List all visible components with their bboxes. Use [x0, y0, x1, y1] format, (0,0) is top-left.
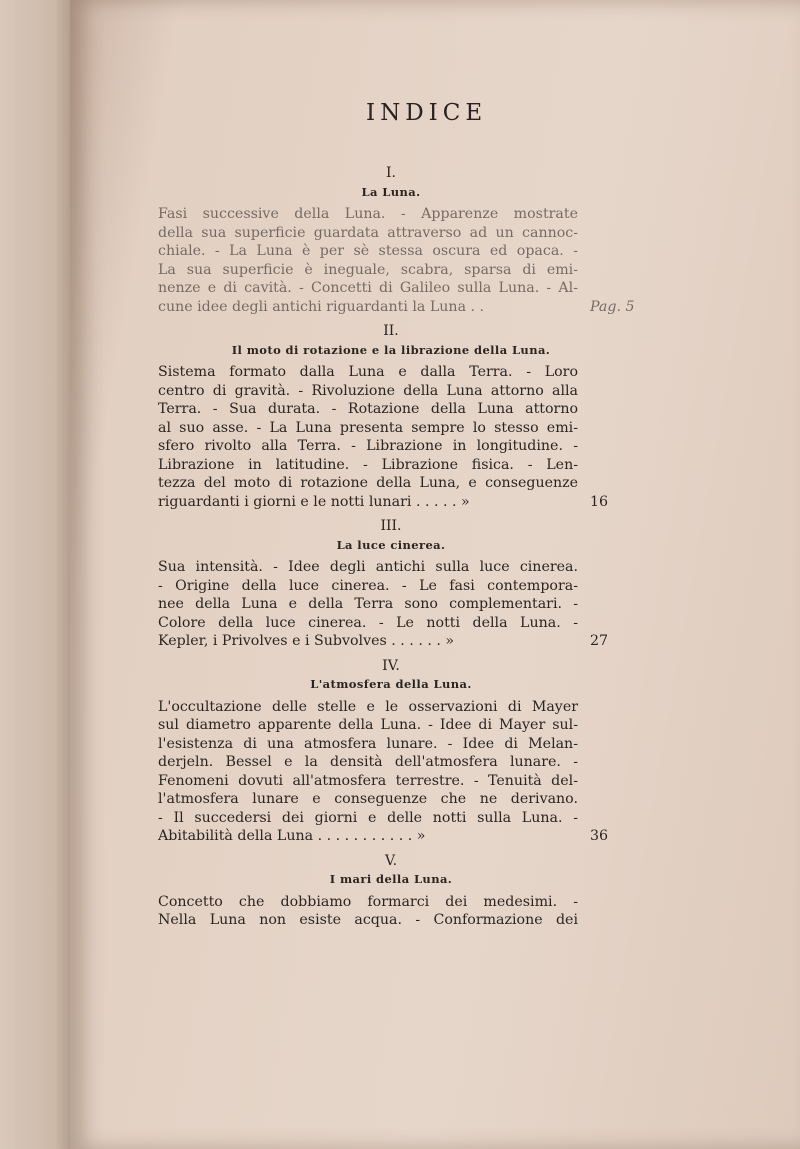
summary-text: La sua superficie è ineguale, scabra, sparsa di emi-	[158, 261, 578, 278]
chapter-title: L'atmosfera della Luna.	[310, 677, 472, 691]
summary-line	[158, 893, 578, 912]
summary-line	[158, 772, 578, 791]
summary-line	[158, 400, 578, 419]
summary-line	[158, 363, 578, 382]
summary-text: sul diametro apparente della Luna. - Idee di Mayer sul-	[158, 717, 578, 733]
summary-line	[158, 790, 578, 809]
summary-text: Fasi successive della Luna. - Apparenze mostrate	[158, 206, 578, 222]
page-number: 27	[590, 633, 609, 649]
chapter-entry	[158, 322, 624, 511]
summary-line	[158, 827, 609, 846]
summary-text: Abitabilità della Luna . . . . . . . . . . . »	[158, 828, 426, 844]
summary-text: l'esistenza di una atmosfera lunare. - Idee di Melan-	[158, 735, 578, 752]
summary-line	[158, 493, 609, 512]
summary-text: Terra. - Sua durata. - Rotazione della Luna attorno	[158, 401, 578, 417]
summary-line	[158, 419, 578, 438]
summary-text: Librazione in latitudine. - Librazione fisica. - Len-	[158, 456, 578, 473]
summary-text: chiale. - La Luna è per sè stessa oscura ed opaca. -	[158, 243, 578, 259]
page-number: 36	[590, 828, 609, 844]
summary-line	[158, 735, 578, 754]
chapter-number: IV.	[382, 657, 400, 674]
chapter-title: La luce cinerea.	[336, 537, 446, 552]
summary-line	[158, 753, 578, 772]
summary-line	[158, 261, 578, 280]
summary-line	[158, 809, 578, 828]
summary-line	[158, 614, 578, 633]
summary-text: nenze e di cavità. - Concetti di Galileo sulla Luna. - Al-	[158, 280, 578, 296]
summary-text: Fenomeni dovuti all'atmosfera terrestre. - Tenuità del-	[158, 772, 578, 789]
summary-line	[158, 242, 578, 261]
summary-line	[158, 298, 635, 317]
page-number: Pag. 5	[590, 298, 635, 315]
summary-text: derjeln. Bessel e la densità dell'atmosfera lunare. -	[158, 754, 578, 770]
chapter-title: La Luna.	[361, 184, 421, 199]
summary-text: tezza del moto di rotazione della Luna, e conseguenze	[158, 475, 578, 491]
summary-line	[158, 595, 578, 614]
summary-text: Colore della luce cinerea. - Le notti della Luna. -	[158, 614, 578, 631]
chapter-entry	[158, 852, 624, 930]
summary-text: l'atmosfera lunare e conseguenze che ne derivano.	[158, 791, 578, 807]
facing-page-edge	[0, 0, 78, 1149]
summary-line	[158, 698, 578, 717]
page-title: INDICE	[366, 100, 488, 126]
summary-text: sfero rivolto alla Terra. - Librazione in longitudine. -	[158, 438, 578, 454]
summary-text: - Il succedersi dei giorni e delle notti sulla Luna. -	[158, 809, 578, 826]
summary-line	[158, 456, 578, 475]
chapter-title: I mari della Luna.	[329, 872, 453, 886]
summary-line	[158, 437, 578, 456]
chapter-number: II.	[383, 323, 399, 339]
chapter-number: V.	[384, 852, 398, 869]
summary-line	[158, 205, 578, 224]
summary-text: Sistema formato dalla Luna e dalla Terra. - Loro	[158, 364, 578, 380]
page-number: 16	[590, 493, 609, 510]
summary-text: Nella Luna non esiste acqua. - Conformazione dei	[158, 912, 578, 928]
summary-text: riguardanti i giorni e le notti lunari . . . . . »	[158, 493, 470, 510]
summary-line	[158, 558, 578, 577]
summary-text: al suo asse. - La Luna presenta sempre lo stesso emi-	[158, 419, 578, 436]
summary-line	[158, 382, 578, 401]
summary-line	[158, 632, 609, 651]
summary-line	[158, 716, 578, 735]
summary-text: Kepler, i Privolves e i Subvolves . . . . . . »	[158, 633, 455, 649]
summary-text: cune idee degli antichi riguardanti la Luna . .	[158, 298, 485, 315]
chapter-number: III.	[380, 518, 402, 534]
summary-text: - Origine della luce cinerea. - Le fasi contempora-	[158, 577, 578, 594]
summary-line	[158, 911, 578, 930]
summary-line	[158, 474, 578, 493]
table-of-contents	[158, 160, 635, 936]
chapter-entry	[158, 517, 624, 651]
summary-line	[158, 224, 578, 243]
chapter-entry	[158, 164, 635, 316]
summary-text: Sua intensità. - Idee degli antichi sulla luce cinerea.	[158, 559, 578, 575]
chapter-entry	[158, 657, 624, 846]
summary-text: centro di gravità. - Rivoluzione della Luna attorno alla	[158, 382, 578, 399]
summary-text: della sua superficie guardata attraverso ad un cannoc-	[158, 224, 578, 241]
summary-line	[158, 279, 578, 298]
summary-text: L'occultazione delle stelle e le osservazioni di Mayer	[158, 698, 578, 715]
summary-line	[158, 577, 578, 596]
chapter-number: I.	[386, 165, 396, 181]
summary-text: Concetto che dobbiamo formarci dei medesimi. -	[158, 893, 578, 910]
chapter-title: Il moto di rotazione e la librazione della Luna.	[231, 342, 551, 357]
summary-text: nee della Luna e della Terra sono complementari. -	[158, 596, 578, 612]
